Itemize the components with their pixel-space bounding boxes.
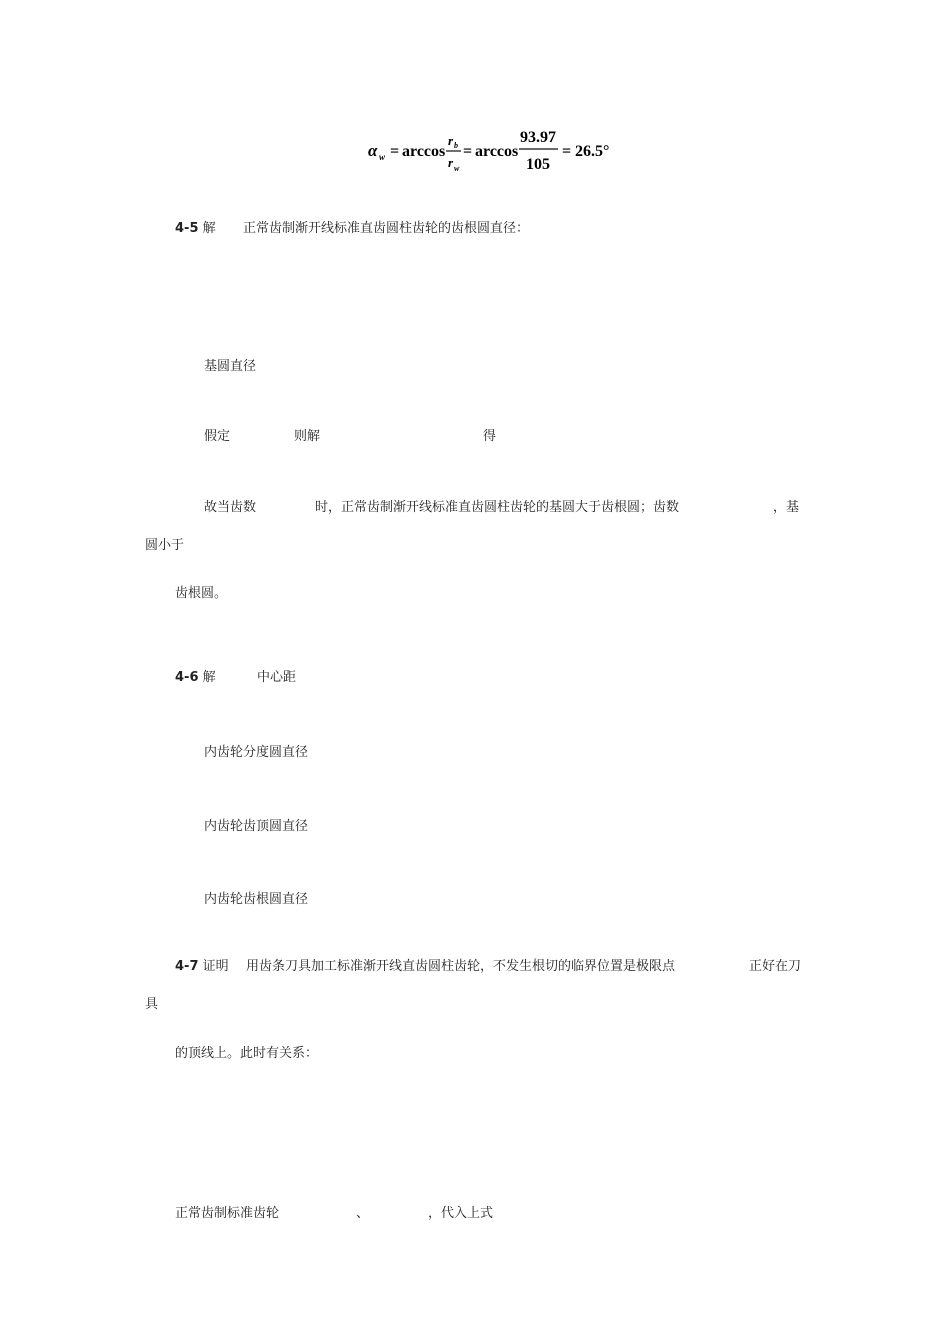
s45-conclusion-c: ，基	[773, 500, 800, 515]
s47-line1-end: 正好在刀	[749, 959, 802, 974]
section-number: 4-5	[175, 221, 199, 236]
section-label: 解	[202, 670, 216, 685]
arccos-2: arccos	[475, 143, 519, 160]
s47-line4b: 、	[356, 1206, 370, 1221]
formula-result: 26.5°	[575, 143, 610, 160]
s45-assume: 假定	[204, 429, 231, 444]
section-4-7-heading	[175, 959, 229, 975]
section-number: 4-7	[175, 959, 199, 974]
section-label: 证明	[202, 959, 229, 974]
section-4-6-heading	[175, 670, 216, 686]
equals-2: =	[463, 143, 473, 160]
s45-conclusion-a: 故当齿数	[204, 500, 257, 515]
alpha-symbol: α	[368, 141, 378, 160]
s47-line2: 具	[145, 997, 159, 1012]
s45-conclusion-e: 齿根圆。	[175, 586, 228, 601]
s46-pitch-diameter: 内齿轮分度圆直径	[204, 745, 309, 760]
s45-conclusion-d: 圆小于	[145, 538, 185, 553]
s45-get: 得	[483, 429, 497, 444]
s45-base-circle: 基圆直径	[204, 359, 257, 374]
section-label: 解	[202, 221, 216, 236]
equals-1: =	[390, 143, 400, 160]
section-number: 4-6	[175, 670, 199, 685]
alpha-w-formula	[368, 126, 618, 178]
s45-then-solve: 则解	[294, 429, 321, 444]
alpha-subscript: w	[379, 152, 386, 162]
equals-3: =	[562, 143, 572, 160]
s47-line3: 的顶线上。此时有关系：	[175, 1046, 319, 1061]
s47-line4a: 正常齿制标准齿轮	[175, 1206, 280, 1221]
fraction1-denominator-sub: w	[454, 164, 460, 173]
s46-root-diameter: 内齿轮齿根圆直径	[204, 892, 309, 907]
s45-intro: 正常齿制渐开线标准直齿圆柱齿轮的齿根圆直径：	[243, 221, 530, 236]
s46-tip-diameter: 内齿轮齿顶圆直径	[204, 819, 309, 834]
s46-center-distance: 中心距	[257, 670, 297, 685]
fraction2-numerator: 93.97	[520, 129, 556, 146]
fraction2-denominator: 105	[526, 156, 550, 173]
fraction1-numerator: r	[448, 133, 454, 148]
s47-line1: 用齿条刀具加工标准渐开线直齿圆柱齿轮，不发生根切的临界位置是极限点	[246, 959, 676, 974]
s47-line4c: ，代入上式	[428, 1206, 494, 1221]
arccos-1: arccos	[402, 143, 446, 160]
section-4-5-heading	[175, 221, 216, 237]
fraction1-denominator: r	[448, 155, 454, 170]
s45-conclusion-b: 时，正常齿制渐开线标准直齿圆柱齿轮的基圆大于齿根圆；齿数	[315, 500, 680, 515]
fraction1-numerator-sub: b	[454, 141, 458, 150]
